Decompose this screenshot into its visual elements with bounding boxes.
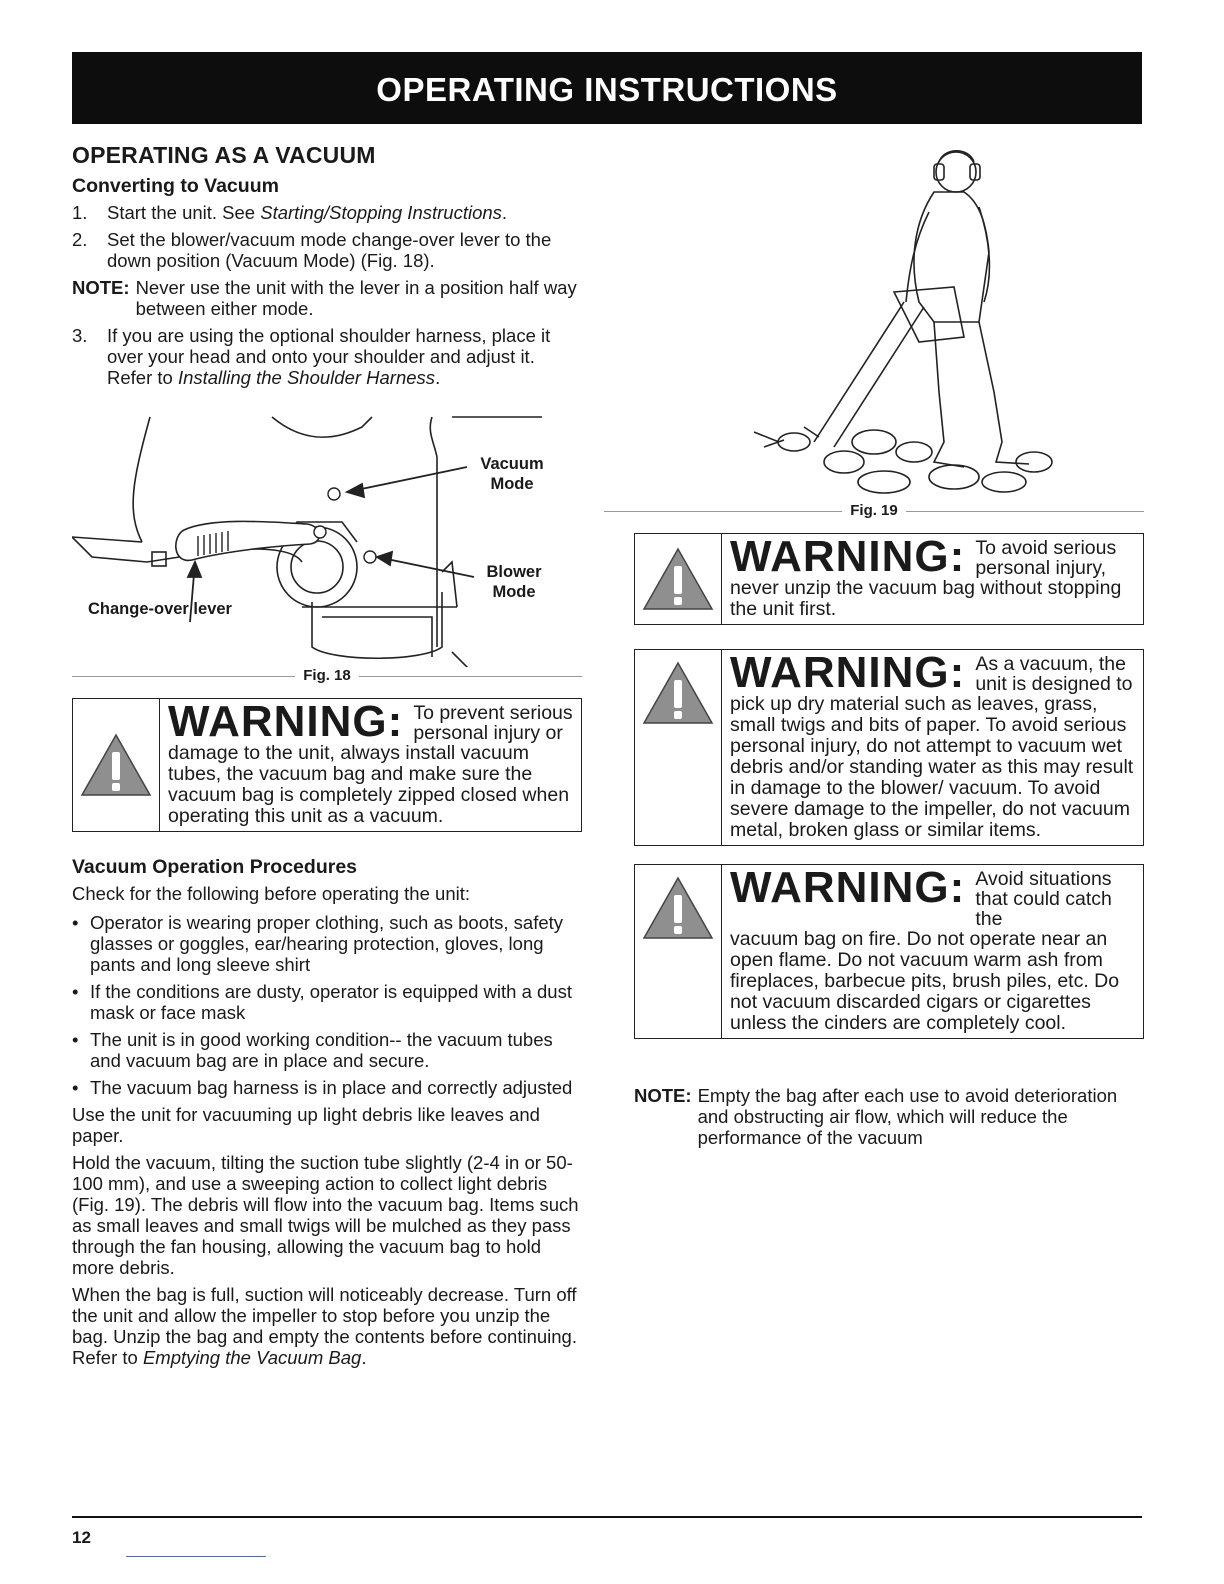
- warning-body: damage to the unit, always install vacuum tubes, the vacuum bag and make sure the vacuum bag is completely zipped closed when operating this unit as a vacuum.: [168, 742, 570, 827]
- note-half-way: [72, 277, 582, 319]
- note-text: Empty the bag after each use to avoid deterioration and obstructing air flow, which will reduce the performance of the vacuum: [697, 1085, 1118, 1148]
- caption-text: Fig. 19: [842, 502, 906, 519]
- procedures-para-3: [72, 1284, 582, 1368]
- fig18-caption: [72, 667, 582, 684]
- bullet-text: Operator is wearing proper clothing, such as boots, safety glasses or goggles, ear/hearing protection, gloves, long pants and long sleeve shirt: [90, 912, 564, 975]
- procedures-para-1: Use the unit for vacuuming up light debris like leaves and paper.: [72, 1104, 540, 1146]
- step-2: [72, 229, 582, 271]
- right-column: [634, 142, 1144, 1154]
- bullet-text: The vacuum bag harness is in place and correctly adjusted: [90, 1077, 573, 1098]
- warning-word: WARNING:: [730, 648, 966, 697]
- note-label: NOTE:: [634, 1085, 692, 1106]
- step-text: Start the unit. See: [107, 202, 261, 223]
- label-line: Mode: [492, 583, 536, 601]
- step-text: If you are using the optional shoulder harness, place it over your head and onto your shoulder and adjust it. Refer to: [107, 325, 551, 388]
- vacuum-mode-label: [462, 454, 562, 494]
- footer-link-underline: [126, 1556, 266, 1557]
- warning-box-3: [634, 649, 1144, 846]
- step-3: [72, 325, 582, 388]
- step-ref: Starting/Stopping Instructions: [260, 202, 502, 223]
- fig19-caption: [604, 502, 1144, 519]
- bullet-text: If the conditions are dusty, operator is equipped with a dust mask or face mask: [90, 981, 572, 1023]
- label-line: Mode: [490, 475, 534, 493]
- bullet-item: • Operator is wearing proper clothing, such as boots, safety glasses or goggles, ear/hearing protection, gloves, long pants and long sleeve shirt: [72, 912, 582, 975]
- step-ref: Installing the Shoulder Harness: [177, 367, 436, 388]
- label-line: Vacuum: [480, 455, 544, 473]
- label-line: Blower: [486, 563, 542, 581]
- fig18-illustration: [72, 402, 582, 667]
- warning-box-1: [72, 698, 582, 832]
- blower-mode-label: [464, 562, 564, 602]
- bullet-item: • The unit is in good working condition-- the vacuum tubes and vacuum bag are in place and secure.: [72, 1029, 582, 1071]
- converting-title: Converting to Vacuum: [72, 175, 279, 197]
- step-1: [72, 202, 582, 223]
- warning-lead: To prevent serious personal injury or: [413, 702, 573, 744]
- warning-box-2: [634, 533, 1144, 625]
- warning-triangle-icon: [73, 699, 160, 831]
- procedures-title: Vacuum Operation Procedures: [72, 856, 358, 878]
- step-number: 2.: [72, 229, 88, 250]
- figure-19: [634, 142, 1144, 502]
- change-over-lever-label: Change-over lever: [88, 600, 232, 618]
- step-end: .: [501, 202, 508, 223]
- warning-triangle-icon: [635, 650, 722, 845]
- section-title: OPERATING AS A VACUUM: [72, 142, 376, 168]
- warning-body: pick up dry material such as leaves, grass, small twigs and bits of paper. To avoid serious personal injury, do not attempt to vacuum wet debris and/or standing water as this may result in damage to the blower/ vacuum. To avoid severe damage to the impeller, do not vacuum metal, broken glass or similar items.: [730, 693, 1134, 841]
- bottom-note: [634, 1085, 1144, 1148]
- warning-word: WARNING:: [168, 697, 404, 746]
- warning-word: WARNING:: [730, 532, 966, 581]
- warning-box-4: [634, 864, 1144, 1039]
- bullet-item: • If the conditions are dusty, operator is equipped with a dust mask or face mask: [72, 981, 582, 1023]
- procedures-para-2: Hold the vacuum, tilting the suction tube slightly (2-4 in or 50-100 mm), and use a sweeping action to collect light debris (Fig. 19). The debris will flow into the vacuum bag. Items such as small leaves and small twigs will be mulched as they pass through the fan housing, allowing the vacuum bag to hold more debris.: [72, 1152, 579, 1278]
- bullet-item: • The vacuum bag harness is in place and correctly adjusted: [72, 1077, 573, 1098]
- page-banner: OPERATING INSTRUCTIONS: [72, 52, 1142, 124]
- para-end: .: [361, 1347, 367, 1368]
- warning-lead: As a vacuum, the unit is designed to: [975, 653, 1133, 695]
- para-text: When the bag is full, suction will noticeably decrease. Turn off the unit and allow the impeller to stop before you unzip the bag. Unzip the bag and empty the contents before continuing. Refer to: [72, 1284, 577, 1368]
- bullet-text: The unit is in good working condition-- the vacuum tubes and vacuum bag are in place and secure.: [90, 1029, 553, 1071]
- page-number: 12: [72, 1528, 91, 1547]
- step-end: .: [435, 367, 441, 388]
- caption-text: Fig. 18: [295, 667, 359, 684]
- step-text: Set the blower/vacuum mode change-over lever to the down position (Vacuum Mode) (Fig. 18).: [107, 229, 552, 271]
- warning-word: WARNING:: [730, 863, 966, 912]
- step-number: 1.: [72, 202, 88, 223]
- para-ref: Emptying the Vacuum Bag: [142, 1347, 362, 1368]
- warning-body: never unzip the vacuum bag without stopping the unit first.: [730, 577, 1122, 620]
- warning-lead: To avoid serious personal injury,: [975, 537, 1117, 579]
- figure-18: [72, 402, 582, 667]
- warning-triangle-icon: [635, 865, 722, 1038]
- warning-triangle-icon: [635, 534, 722, 624]
- note-label: NOTE:: [72, 277, 130, 298]
- warning-lead: Avoid situations that could catch the: [975, 868, 1112, 930]
- fig19-illustration: [634, 142, 1144, 502]
- footer-rule: [72, 1516, 1142, 1518]
- warning-body: vacuum bag on fire. Do not operate near an open flame. Do not vacuum warm ash from fireplaces, barbecue pits, brush piles, etc. Do not vacuum discarded cigars or cigarettes unless the cinders are completely cool.: [730, 928, 1120, 1034]
- step-number: 3.: [72, 325, 88, 346]
- procedures-intro: Check for the following before operating the unit:: [72, 883, 470, 904]
- note-text: Never use the unit with the lever in a position half way between either mode.: [135, 277, 577, 319]
- left-column: [72, 142, 582, 1368]
